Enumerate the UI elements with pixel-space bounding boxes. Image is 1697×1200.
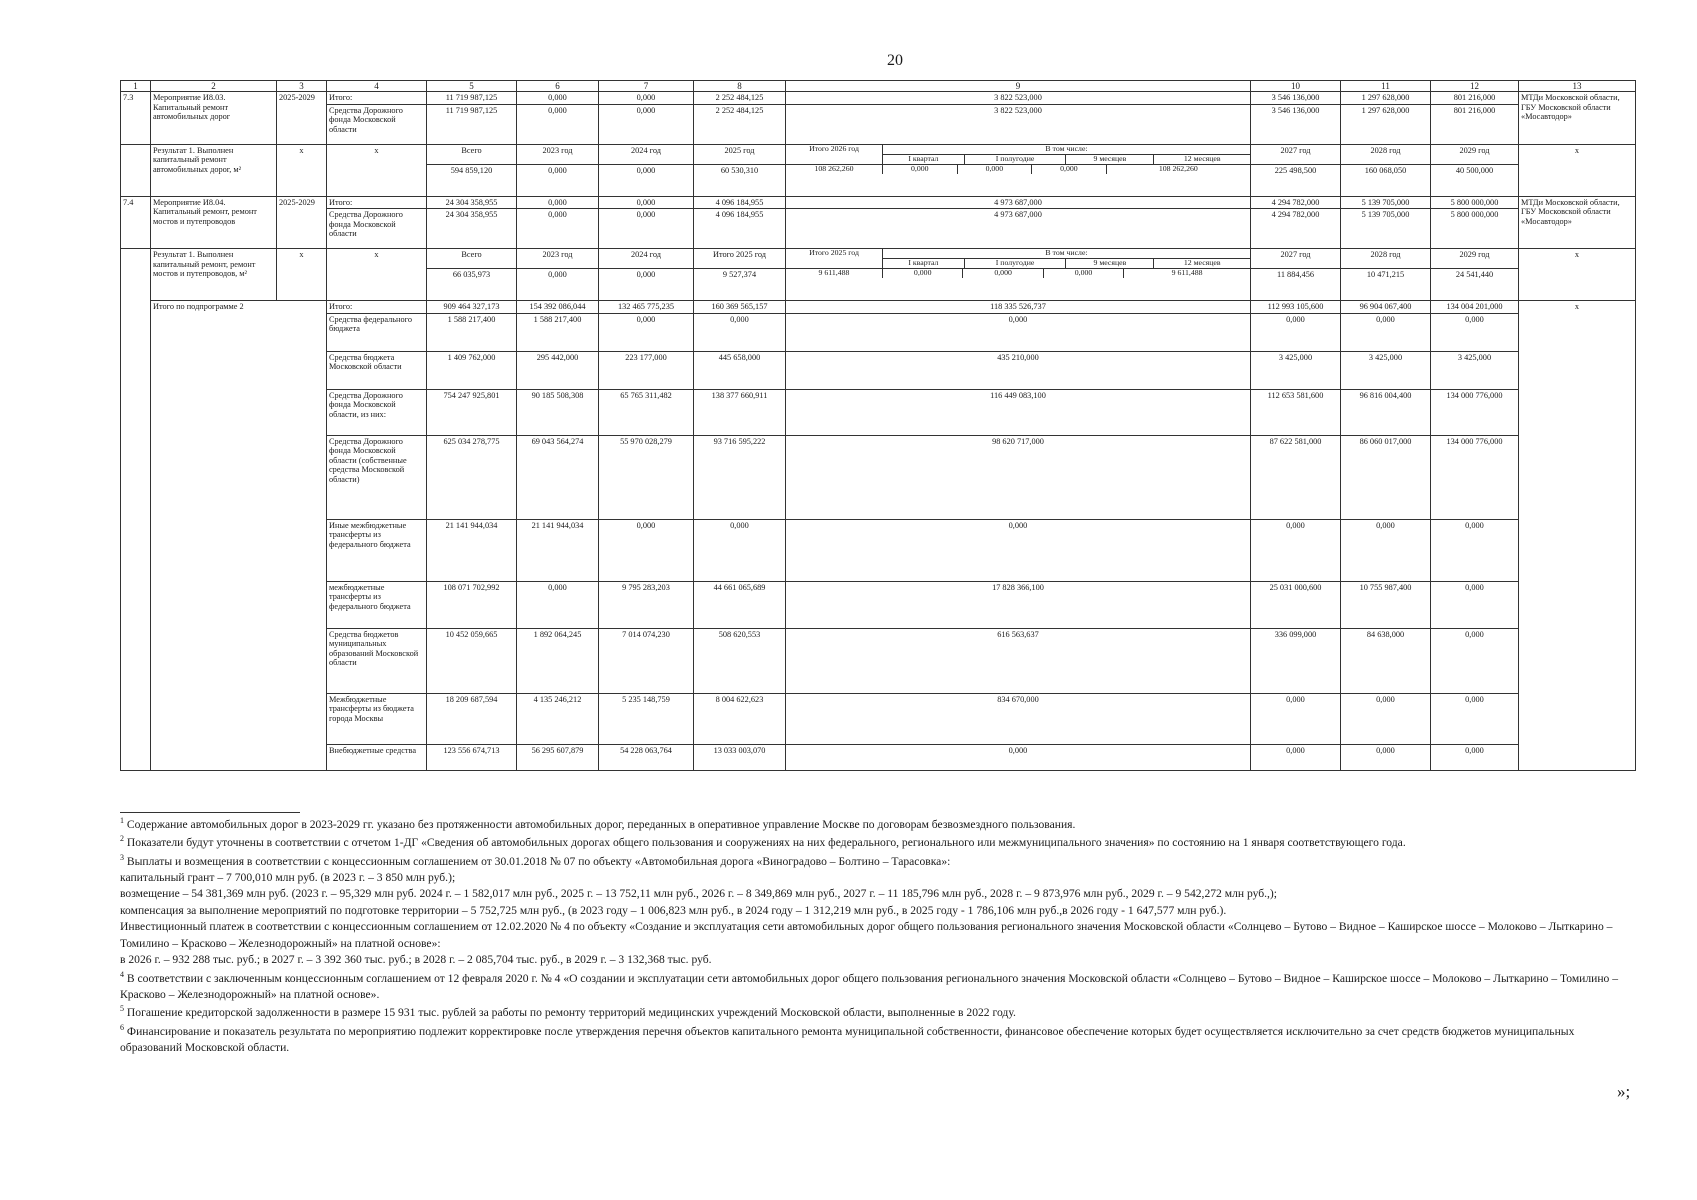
value-cell: 0,000	[1341, 519, 1431, 581]
value-cell: 5 139 705,000	[1341, 209, 1431, 249]
value-cell: 132 465 775,235	[599, 301, 694, 314]
value-cell: 8 004 622,623	[694, 693, 786, 744]
value-cell: 9 611,488	[1124, 269, 1250, 278]
page-number: 20	[887, 52, 903, 69]
value-cell: 0,000	[599, 92, 694, 105]
result-header-cell: Всего	[427, 249, 517, 269]
result-header-cell: 2025 год	[694, 144, 786, 164]
total-row	[121, 581, 1636, 628]
value-cell: 0,000	[786, 313, 1251, 351]
value-cell: 21 141 944,034	[427, 519, 517, 581]
value-cell: 3 425,000	[1251, 351, 1341, 389]
result-header-cell: 2023 год	[517, 249, 599, 269]
value-cell: 116 449 083,100	[786, 389, 1251, 435]
value-cell: 9 527,374	[694, 269, 786, 301]
value-cell: 1 588 217,400	[517, 313, 599, 351]
value-cell: 1 297 628,000	[1341, 104, 1431, 144]
footnote-3c: компенсация за выполнение мероприятий по подготовке территории – 5 752,725 млн руб., (в 2023 году – 1 006,823 млн руб., в 2024 году – 1 312,219 млн руб., в 2025 году - 1 786,106 млн руб.,в 2026 году - 1 647,577 млн руб.).	[120, 903, 1227, 917]
value-cell: 86 060 017,000	[1341, 435, 1431, 519]
value-cell: 4 294 782,000	[1251, 209, 1341, 249]
total-row	[121, 435, 1636, 519]
value-cell: 44 661 065,689	[694, 581, 786, 628]
header-cell: 9	[786, 81, 1251, 92]
value-cell: 18 209 687,594	[427, 693, 517, 744]
footnote-4	[120, 969, 1625, 1004]
header-cell: 13	[1519, 81, 1636, 92]
value-cell: 56 295 607,879	[517, 744, 599, 770]
footnote-text: В соответствии с заключенным концессионным соглашением от 12 февраля 2020 г. № 4 «О создании и эксплуатации сети автомобильных дорог общего пользования регионального значения Московской области «Солнцево – Бутово – Видное – Каширское шоссе – Молоково – Лыткарино – Томилино – Красково – Железнодорожный» на платной основе».	[120, 971, 1619, 1001]
measure-name: Мероприятие И8.03. Капитальный ремонт автомобильных дорог	[151, 92, 277, 145]
value-cell: 0,000	[1251, 519, 1341, 581]
footnote-marker: 4	[120, 969, 124, 979]
value-cell: 90 185 508,308	[517, 389, 599, 435]
value-cell: 2 252 484,125	[694, 104, 786, 144]
value-cell: 0,000	[1431, 581, 1519, 628]
value-cell: 40 500,000	[1431, 164, 1519, 196]
value-cell: 594 859,120	[427, 164, 517, 196]
value-cell: 2 252 484,125	[694, 92, 786, 105]
value-cell: 11 719 987,125	[427, 92, 517, 105]
value-cell: 0,000	[1431, 519, 1519, 581]
value-cell: 9 795 283,203	[599, 581, 694, 628]
header-cell: 6	[517, 81, 599, 92]
value-cell: 1 588 217,400	[427, 313, 517, 351]
table-row	[121, 104, 1636, 144]
value-cell: 4 973 687,000	[786, 209, 1251, 249]
footnote-text: Содержание автомобильных дорог в 2023-2029 гг. указано без протяженности автомобильных дорог, переданных в оперативное управление Москве по договорам безвозмездного пользования.	[126, 817, 1076, 831]
value-cell: 24 541,440	[1431, 269, 1519, 301]
total-row	[121, 693, 1636, 744]
value-cell: 5 139 705,000	[1341, 196, 1431, 209]
value-cell: 65 765 311,482	[599, 389, 694, 435]
value-cell: 0,000	[1431, 693, 1519, 744]
value-cell: 84 638,000	[1341, 628, 1431, 693]
source-label: Внебюджетные средства	[327, 744, 427, 770]
quarter-label: 12 месяцев	[1154, 259, 1250, 268]
total-row	[121, 389, 1636, 435]
value-cell: 17 828 366,100	[786, 581, 1251, 628]
total-row	[121, 628, 1636, 693]
footnote-3b: возмещение – 54 381,369 млн руб. (2023 г. – 95,329 млн руб. 2024 г. – 1 582,017 млн руб., 2025 г. – 13 752,11 млн руб., 2026 г. – 8 349,869 млн руб., 2027 г. – 11 185,796 млн руб., 2028 г. – 9 873,976 млн руб., 2029 г. – 9 542,272 млн руб.,);	[120, 887, 1278, 901]
value-cell: 134 000 776,000	[1431, 389, 1519, 435]
value-cell: 112 653 581,600	[1251, 389, 1341, 435]
executor: МТДи Московской области, ГБУ Московской области «Мосавтодор»	[1519, 196, 1636, 249]
x-mark: х	[1519, 301, 1636, 771]
value-cell: 25 031 000,600	[1251, 581, 1341, 628]
x-mark: х	[327, 249, 427, 301]
value-cell: 754 247 925,801	[427, 389, 517, 435]
source-label: Итого:	[327, 196, 427, 209]
source-label: Итого:	[327, 92, 427, 105]
footnote-marker: 6	[120, 1022, 124, 1032]
value-cell: 0,000	[957, 165, 1032, 174]
quarter-label: 12 месяцев	[1154, 154, 1250, 163]
value-cell: 5 235 148,759	[599, 693, 694, 744]
value-cell: 4 096 184,955	[694, 196, 786, 209]
value-cell: 4 294 782,000	[1251, 196, 1341, 209]
value-cell: 435 210,000	[786, 351, 1251, 389]
footnote-text: Финансирование и показатель результата по мероприятию подлежит корректировке после утверждения перечня объектов капитального ремонта муниципальной собственности, финансовое обеспечение которых будет осуществляется исключительно за счет средств бюджетов муниципальных образований Московской области.	[120, 1024, 1575, 1055]
quarter-label: 9 месяцев	[1066, 154, 1154, 163]
x-mark: х	[277, 144, 327, 196]
value-cell: 445 658,000	[694, 351, 786, 389]
result-header-cell: 2023 год	[517, 144, 599, 164]
value-cell: 0,000	[517, 581, 599, 628]
value-cell: 0,000	[786, 744, 1251, 770]
empty-cell	[121, 249, 151, 301]
table-row	[121, 92, 1636, 105]
value-cell: 11 884,456	[1251, 269, 1341, 301]
value-cell: 10 755 987,400	[1341, 581, 1431, 628]
value-cell: 508 620,553	[694, 628, 786, 693]
empty-cell	[121, 301, 151, 771]
result-header-cell: Итого 2025 год	[694, 249, 786, 269]
value-cell: 134 000 776,000	[1431, 435, 1519, 519]
header-cell: 1	[121, 81, 151, 92]
value-cell: 0,000	[1251, 744, 1341, 770]
value-cell: 10 452 059,665	[427, 628, 517, 693]
quarter-values-subtable	[786, 165, 1250, 174]
footnote-text: Погашение кредиторской задолженности в размере 15 931 тыс. рублей за работы по ремонту территорий медицинских учреждений Московской области, выполненные в 2022 году.	[126, 1006, 1016, 1020]
footnote-3e: в 2026 г. – 932 288 тыс. руб.; в 2027 г. – 3 392 360 тыс. руб.; в 2028 г. – 2 085,704 тыс. руб., в 2029 г. – 3 132,368 тыс. руб.	[120, 953, 712, 967]
value-cell: 0,000	[599, 104, 694, 144]
total-row	[121, 351, 1636, 389]
footnote-divider	[120, 812, 300, 813]
value-cell: 0,000	[1431, 313, 1519, 351]
value-cell: 112 993 105,600	[1251, 301, 1341, 314]
value-cell: 123 556 674,713	[427, 744, 517, 770]
value-cell: 4 096 184,955	[694, 209, 786, 249]
footnotes	[120, 812, 1625, 1057]
value-cell: 909 464 327,173	[427, 301, 517, 314]
quarter-label: I полугодие	[964, 259, 1066, 268]
total-row	[121, 313, 1636, 351]
value-cell: 625 034 278,775	[427, 435, 517, 519]
value-cell: 0,000	[517, 104, 599, 144]
empty-cell	[121, 144, 151, 196]
footnote-marker: 2	[120, 834, 124, 844]
footnote-2	[120, 833, 1625, 851]
source-label: Средства Дорожного фонда Московской области	[327, 104, 427, 144]
source-label: межбюджетные трансферты из федерального бюджета	[327, 581, 427, 628]
quarter-label: 9 месяцев	[1066, 259, 1154, 268]
value-cell: 13 033 003,070	[694, 744, 786, 770]
value-cell: 98 620 717,000	[786, 435, 1251, 519]
value-cell: 0,000	[517, 209, 599, 249]
x-mark: х	[1519, 144, 1636, 196]
value-cell: 9 611,488	[786, 269, 883, 278]
footnote-marker: 3	[120, 852, 124, 862]
result-label: Результат 1. Выполнен капитальный ремонт автомобильных дорог, м²	[151, 144, 277, 196]
executor: МТДи Московской области, ГБУ Московской области «Мосавтодор»	[1519, 92, 1636, 145]
value-cell: 0,000	[1251, 693, 1341, 744]
footnote-text: Выплаты и возмещения в соответствии с концессионным соглашением от 30.01.2018 № 07 по объекту «Автомобильная дорога «Виноградово – Болтино – Тарасовка»:	[126, 854, 951, 868]
quarter-header	[786, 249, 1251, 269]
result-header-cell: 2024 год	[599, 249, 694, 269]
value-cell: 54 228 063,764	[599, 744, 694, 770]
source-label: Средства бюджета Московской области	[327, 351, 427, 389]
result-header-row	[121, 144, 1636, 164]
table-row	[121, 196, 1636, 209]
source-label: Итого:	[327, 301, 427, 314]
quarter-label: I квартал	[883, 154, 965, 163]
value-cell: 3 425,000	[1431, 351, 1519, 389]
total-row	[121, 301, 1636, 314]
quarter-label: I квартал	[883, 259, 965, 268]
value-cell: 87 622 581,000	[1251, 435, 1341, 519]
value-cell: 0,000	[599, 209, 694, 249]
value-cell: 160 068,050	[1341, 164, 1431, 196]
incl-label: В том числе:	[883, 145, 1251, 154]
value-cell: 1 409 762,000	[427, 351, 517, 389]
incl-label: В том числе:	[883, 249, 1251, 258]
header-cell: 10	[1251, 81, 1341, 92]
value-cell: 0,000	[1341, 693, 1431, 744]
value-cell: 0,000	[883, 269, 963, 278]
value-cell: 154 392 086,044	[517, 301, 599, 314]
budget-table	[120, 80, 1636, 771]
value-cell: 10 471,215	[1341, 269, 1431, 301]
value-cell: 0,000	[694, 313, 786, 351]
total-row	[121, 744, 1636, 770]
value-cell: 69 043 564,274	[517, 435, 599, 519]
footnote-marker: 5	[120, 1004, 124, 1014]
header-row	[121, 81, 1636, 92]
value-cell: 0,000	[786, 519, 1251, 581]
quarter-subtable	[786, 145, 1250, 164]
value-cell: 138 377 660,911	[694, 389, 786, 435]
total-label: Итого по подпрограмме 2	[151, 301, 327, 771]
value-cell: 11 719 987,125	[427, 104, 517, 144]
value-cell: 0,000	[517, 269, 599, 301]
value-cell: 160 369 565,157	[694, 301, 786, 314]
value-cell: 4 135 246,212	[517, 693, 599, 744]
result-header-cell: Итого 2026 год	[786, 145, 883, 164]
value-cell: 223 177,000	[599, 351, 694, 389]
value-cell: 0,000	[599, 313, 694, 351]
value-cell: 5 800 000,000	[1431, 196, 1519, 209]
x-mark: х	[1519, 249, 1636, 301]
source-label: Средства Дорожного фонда Московской области	[327, 209, 427, 249]
value-cell: 0,000	[517, 92, 599, 105]
quarter-values	[786, 164, 1251, 196]
value-cell: 24 304 358,955	[427, 209, 517, 249]
footnote-marker: 1	[120, 816, 124, 825]
value-cell: 0,000	[694, 519, 786, 581]
value-cell: 118 335 526,737	[786, 301, 1251, 314]
value-cell: 66 035,973	[427, 269, 517, 301]
period: 2025-2029	[277, 196, 327, 249]
value-cell: 3 546 136,000	[1251, 104, 1341, 144]
value-cell: 96 816 004,400	[1341, 389, 1431, 435]
value-cell: 834 670,000	[786, 693, 1251, 744]
value-cell: 0,000	[599, 196, 694, 209]
value-cell: 93 716 595,222	[694, 435, 786, 519]
measure-name: Мероприятие И8.04. Капитальный ремонт, ремонт мостов и путепроводов	[151, 196, 277, 249]
value-cell: 0,000	[1251, 313, 1341, 351]
result-header-cell: 2027 год	[1251, 249, 1341, 269]
value-cell: 3 822 523,000	[786, 92, 1251, 105]
table-row	[121, 209, 1636, 249]
value-cell: 0,000	[1341, 313, 1431, 351]
header-cell: 11	[1341, 81, 1431, 92]
value-cell: 0,000	[1043, 269, 1123, 278]
footnote-6	[120, 1022, 1625, 1057]
quarter-values-subtable	[786, 269, 1250, 278]
value-cell: 0,000	[1431, 744, 1519, 770]
source-label: Средства бюджетов муниципальных образований Московской области	[327, 628, 427, 693]
result-header-row	[121, 249, 1636, 269]
value-cell: 225 498,500	[1251, 164, 1341, 196]
value-cell: 3 822 523,000	[786, 104, 1251, 144]
value-cell: 1 297 628,000	[1341, 92, 1431, 105]
result-header-cell: Всего	[427, 144, 517, 164]
value-cell: 108 071 702,992	[427, 581, 517, 628]
value-cell: 336 099,000	[1251, 628, 1341, 693]
result-header-cell: Итого 2025 год	[786, 249, 883, 268]
footnote-3	[120, 852, 1625, 870]
value-cell: 1 892 064,245	[517, 628, 599, 693]
result-header-cell: 2029 год	[1431, 249, 1519, 269]
value-cell: 108 262,260	[786, 165, 883, 174]
value-cell: 5 800 000,000	[1431, 209, 1519, 249]
value-cell: 801 216,000	[1431, 92, 1519, 105]
result-header-cell: 2028 год	[1341, 144, 1431, 164]
value-cell: 0,000	[1431, 628, 1519, 693]
value-cell: 24 304 358,955	[427, 196, 517, 209]
value-cell: 0,000	[963, 269, 1043, 278]
value-cell: 0,000	[599, 519, 694, 581]
value-cell: 295 442,000	[517, 351, 599, 389]
value-cell: 0,000	[1032, 165, 1107, 174]
source-label: Межбюджетные трансферты из бюджета города Москвы	[327, 693, 427, 744]
budget-table-wrapper	[120, 80, 1635, 771]
x-mark: х	[277, 249, 327, 301]
value-cell: 0,000	[1341, 744, 1431, 770]
result-header-cell: 2024 год	[599, 144, 694, 164]
source-label: Средства федерального бюджета	[327, 313, 427, 351]
row-number: 7.3	[121, 92, 151, 145]
result-header-cell: 2028 год	[1341, 249, 1431, 269]
value-cell: 60 530,310	[694, 164, 786, 196]
header-cell: 12	[1431, 81, 1519, 92]
value-cell: 0,000	[599, 269, 694, 301]
footnote-5	[120, 1003, 1625, 1021]
header-cell: 5	[427, 81, 517, 92]
value-cell: 0,000	[517, 196, 599, 209]
footnote-text: Показатели будут уточнены в соответствии с отчетом 1-ДГ «Сведения об автомобильных дорогах общего пользования и сооружениях на них федерального, регионального или межмуниципального значения» по состоянию на 1 января соответствующего года.	[126, 836, 1406, 850]
header-cell: 2	[151, 81, 277, 92]
x-mark: х	[327, 144, 427, 196]
value-cell: 3 425,000	[1341, 351, 1431, 389]
source-label: Средства Дорожного фонда Московской области (собственные средства Московской области)	[327, 435, 427, 519]
footnote-3a: капитальный грант – 7 700,010 млн руб. (в 2023 г. – 3 850 млн руб.);	[120, 870, 456, 884]
source-label: Средства Дорожного фонда Московской области, из них:	[327, 389, 427, 435]
value-cell: 616 563,637	[786, 628, 1251, 693]
result-header-cell: 2027 год	[1251, 144, 1341, 164]
value-cell: 801 216,000	[1431, 104, 1519, 144]
header-cell: 7	[599, 81, 694, 92]
quarter-header	[786, 144, 1251, 164]
footnote-1	[120, 815, 1625, 833]
closing-quote: »;	[1617, 1082, 1631, 1101]
value-cell: 0,000	[517, 164, 599, 196]
value-cell: 7 014 074,230	[599, 628, 694, 693]
header-cell: 8	[694, 81, 786, 92]
footnote-3d: Инвестиционный платеж в соответствии с концессионным соглашением от 12.02.2020 № 4 по объекту «Создание и эксплуатация сети автомобильных дорог общего пользования регионального значения Московской области «Солнцево – Бутово – Видное – Каширское шоссе – Молоково – Лыткарино – Томилино – Красково – Железнодорожный» на платной основе»:	[120, 920, 1613, 950]
value-cell: 134 004 201,000	[1431, 301, 1519, 314]
header-cell: 4	[327, 81, 427, 92]
value-cell: 55 970 028,279	[599, 435, 694, 519]
value-cell: 21 141 944,034	[517, 519, 599, 581]
quarter-label: I полугодие	[964, 154, 1066, 163]
result-header-cell: 2029 год	[1431, 144, 1519, 164]
value-cell: 3 546 136,000	[1251, 92, 1341, 105]
value-cell: 108 262,260	[1106, 165, 1250, 174]
quarter-subtable	[786, 249, 1250, 268]
value-cell: 96 904 067,400	[1341, 301, 1431, 314]
total-row	[121, 519, 1636, 581]
value-cell: 0,000	[883, 165, 958, 174]
header-cell: 3	[277, 81, 327, 92]
row-number: 7.4	[121, 196, 151, 249]
source-label: Иные межбюджетные трансферты из федерального бюджета	[327, 519, 427, 581]
value-cell: 0,000	[599, 164, 694, 196]
period: 2025-2029	[277, 92, 327, 145]
quarter-values	[786, 269, 1251, 301]
value-cell: 4 973 687,000	[786, 196, 1251, 209]
result-label: Результат 1. Выполнен капитальный ремонт, ремонт мостов и путепроводов, м²	[151, 249, 277, 301]
